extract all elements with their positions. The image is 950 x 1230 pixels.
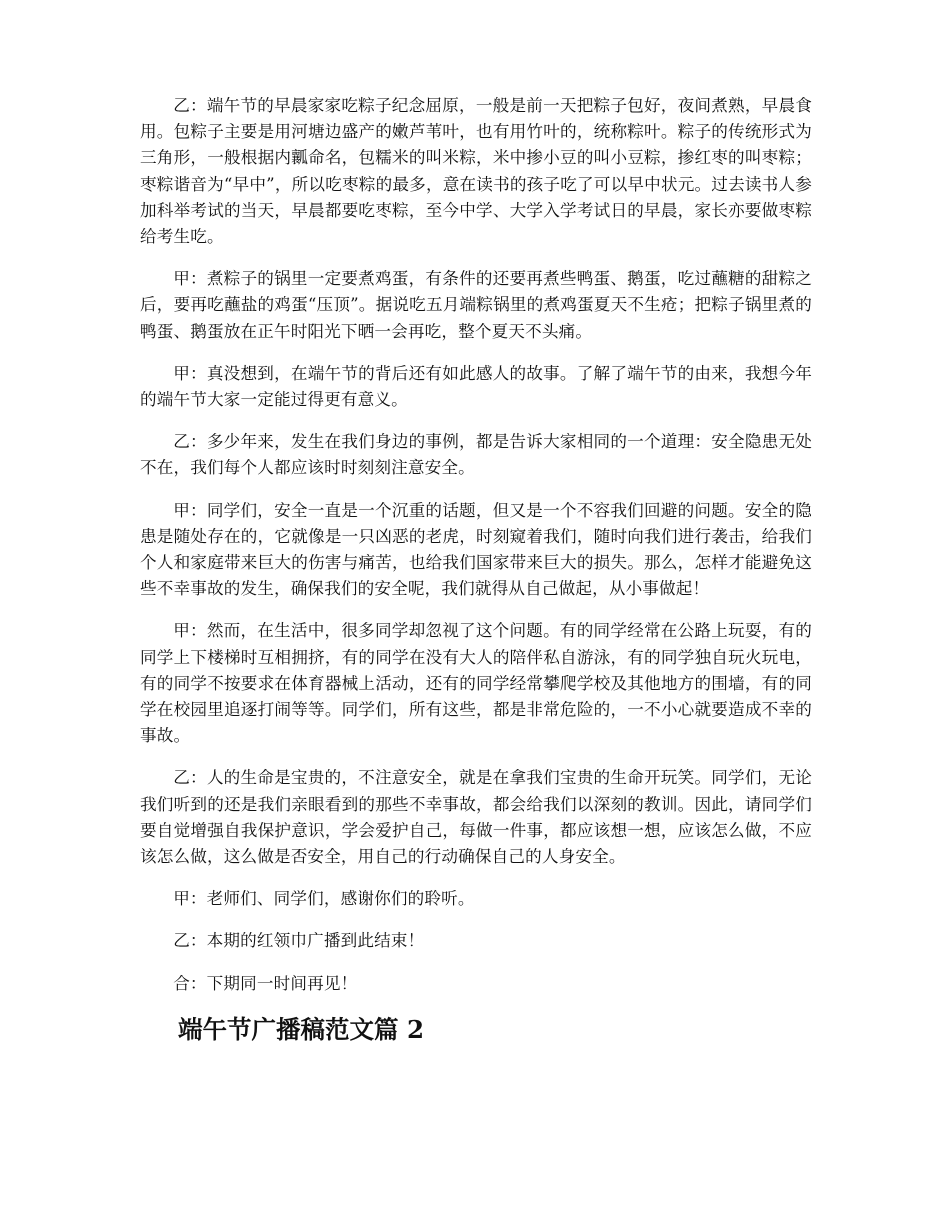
paragraph-6: 甲：然而，在生活中，很多同学却忽视了这个问题。有的同学经常在公路上玩耍，有的同学上下楼梯时互相拥挤，有的同学在没有大人的陪伴私自游泳，有的同学独自玩火玩电，有的同学不按要求在体育器械上活动，还有的同学经常攀爬学校及其他地方的围墙，有的同学在校园里追逐打闹等等。同学们，所有这些，都是非常危险的，一不小心就要造成不幸的事故。 [140, 621, 812, 746]
paragraph-3: 甲：真没想到，在端午节的背后还有如此感人的故事。了解了端午节的由来，我想今年的端午节大家一定能过得更有意义。 [140, 363, 812, 410]
paragraph-5: 甲：同学们，安全一直是一个沉重的话题，但又是一个不容我们回避的问题。安全的隐患是随处存在的，它就像是一只凶恶的老虎，时刻窥着我们，随时向我们进行袭击，给我们个人和家庭带来巨大的伤害与痛苦，也给我们国家带来巨大的损失。那么，怎样才能避免这些不幸事故的发生，确保我们的安全呢，我们就得从自己做起，从小事做起！ [140, 500, 812, 599]
paragraph-10: 合：下期同一时间再见！ [173, 973, 358, 993]
paragraph-1: 乙：端午节的早晨家家吃粽子纪念屈原，一般是前一天把粽子包好，夜间煮熟，早晨食用。包粽子主要是用河塘边盛产的嫩芦苇叶，也有用竹叶的，统称粽叶。粽子的传统形式为三角形，一般根据内瓤命名，包糯米的叫米粽，米中掺小豆的叫小豆粽，掺红枣的叫枣粽；枣粽谐音为“早中”，所以吃枣粽的最多，意在读书的孩子吃了可以早中状元。过去读书人参加科举考试的当天，早晨都要吃枣粽，至今中学、大学入学考试日的早晨，家长亦要做枣粽给考生吃。 [140, 96, 812, 247]
paragraph-8: 甲：老师们、同学们，感谢你们的聆听。 [173, 889, 475, 909]
paragraph-2: 甲：煮粽子的锅里一定要煮鸡蛋，有条件的还要再煮些鸭蛋、鹅蛋，吃过蘸糖的甜粽之后，要再吃蘸盐的鸡蛋“压顶”。据说吃五月端粽锅里的煮鸡蛋夏天不生疮；把粽子锅里煮的鸭蛋、鹅蛋放在正午时阳光下晒一会再吃，整个夏天不头痛。 [140, 269, 812, 341]
document-page [140, 93, 812, 1047]
section-heading: 端午节广播稿范文篇 2 [178, 1014, 425, 1044]
paragraph-4: 乙：多少年来，发生在我们身边的事例，都是告诉大家相同的一个道理：安全隐患无处不在，我们每个人都应该时时刻刻注意安全。 [140, 432, 812, 478]
paragraph-7: 乙：人的生命是宝贵的，不注意安全，就是在拿我们宝贵的生命开玩笑。同学们，无论我们听到的还是我们亲眼看到的那些不幸事故，都会给我们以深刻的教训。因此，请同学们要自觉增强自我保护意识，学会爱护自己，每做一件事，都应该想一想，应该怎么做，不应该怎么做，这么做是否安全，用自己的行动确保自己的人身安全。 [140, 768, 812, 867]
paragraph-9: 乙：本期的红领巾广播到此结束！ [173, 931, 425, 951]
